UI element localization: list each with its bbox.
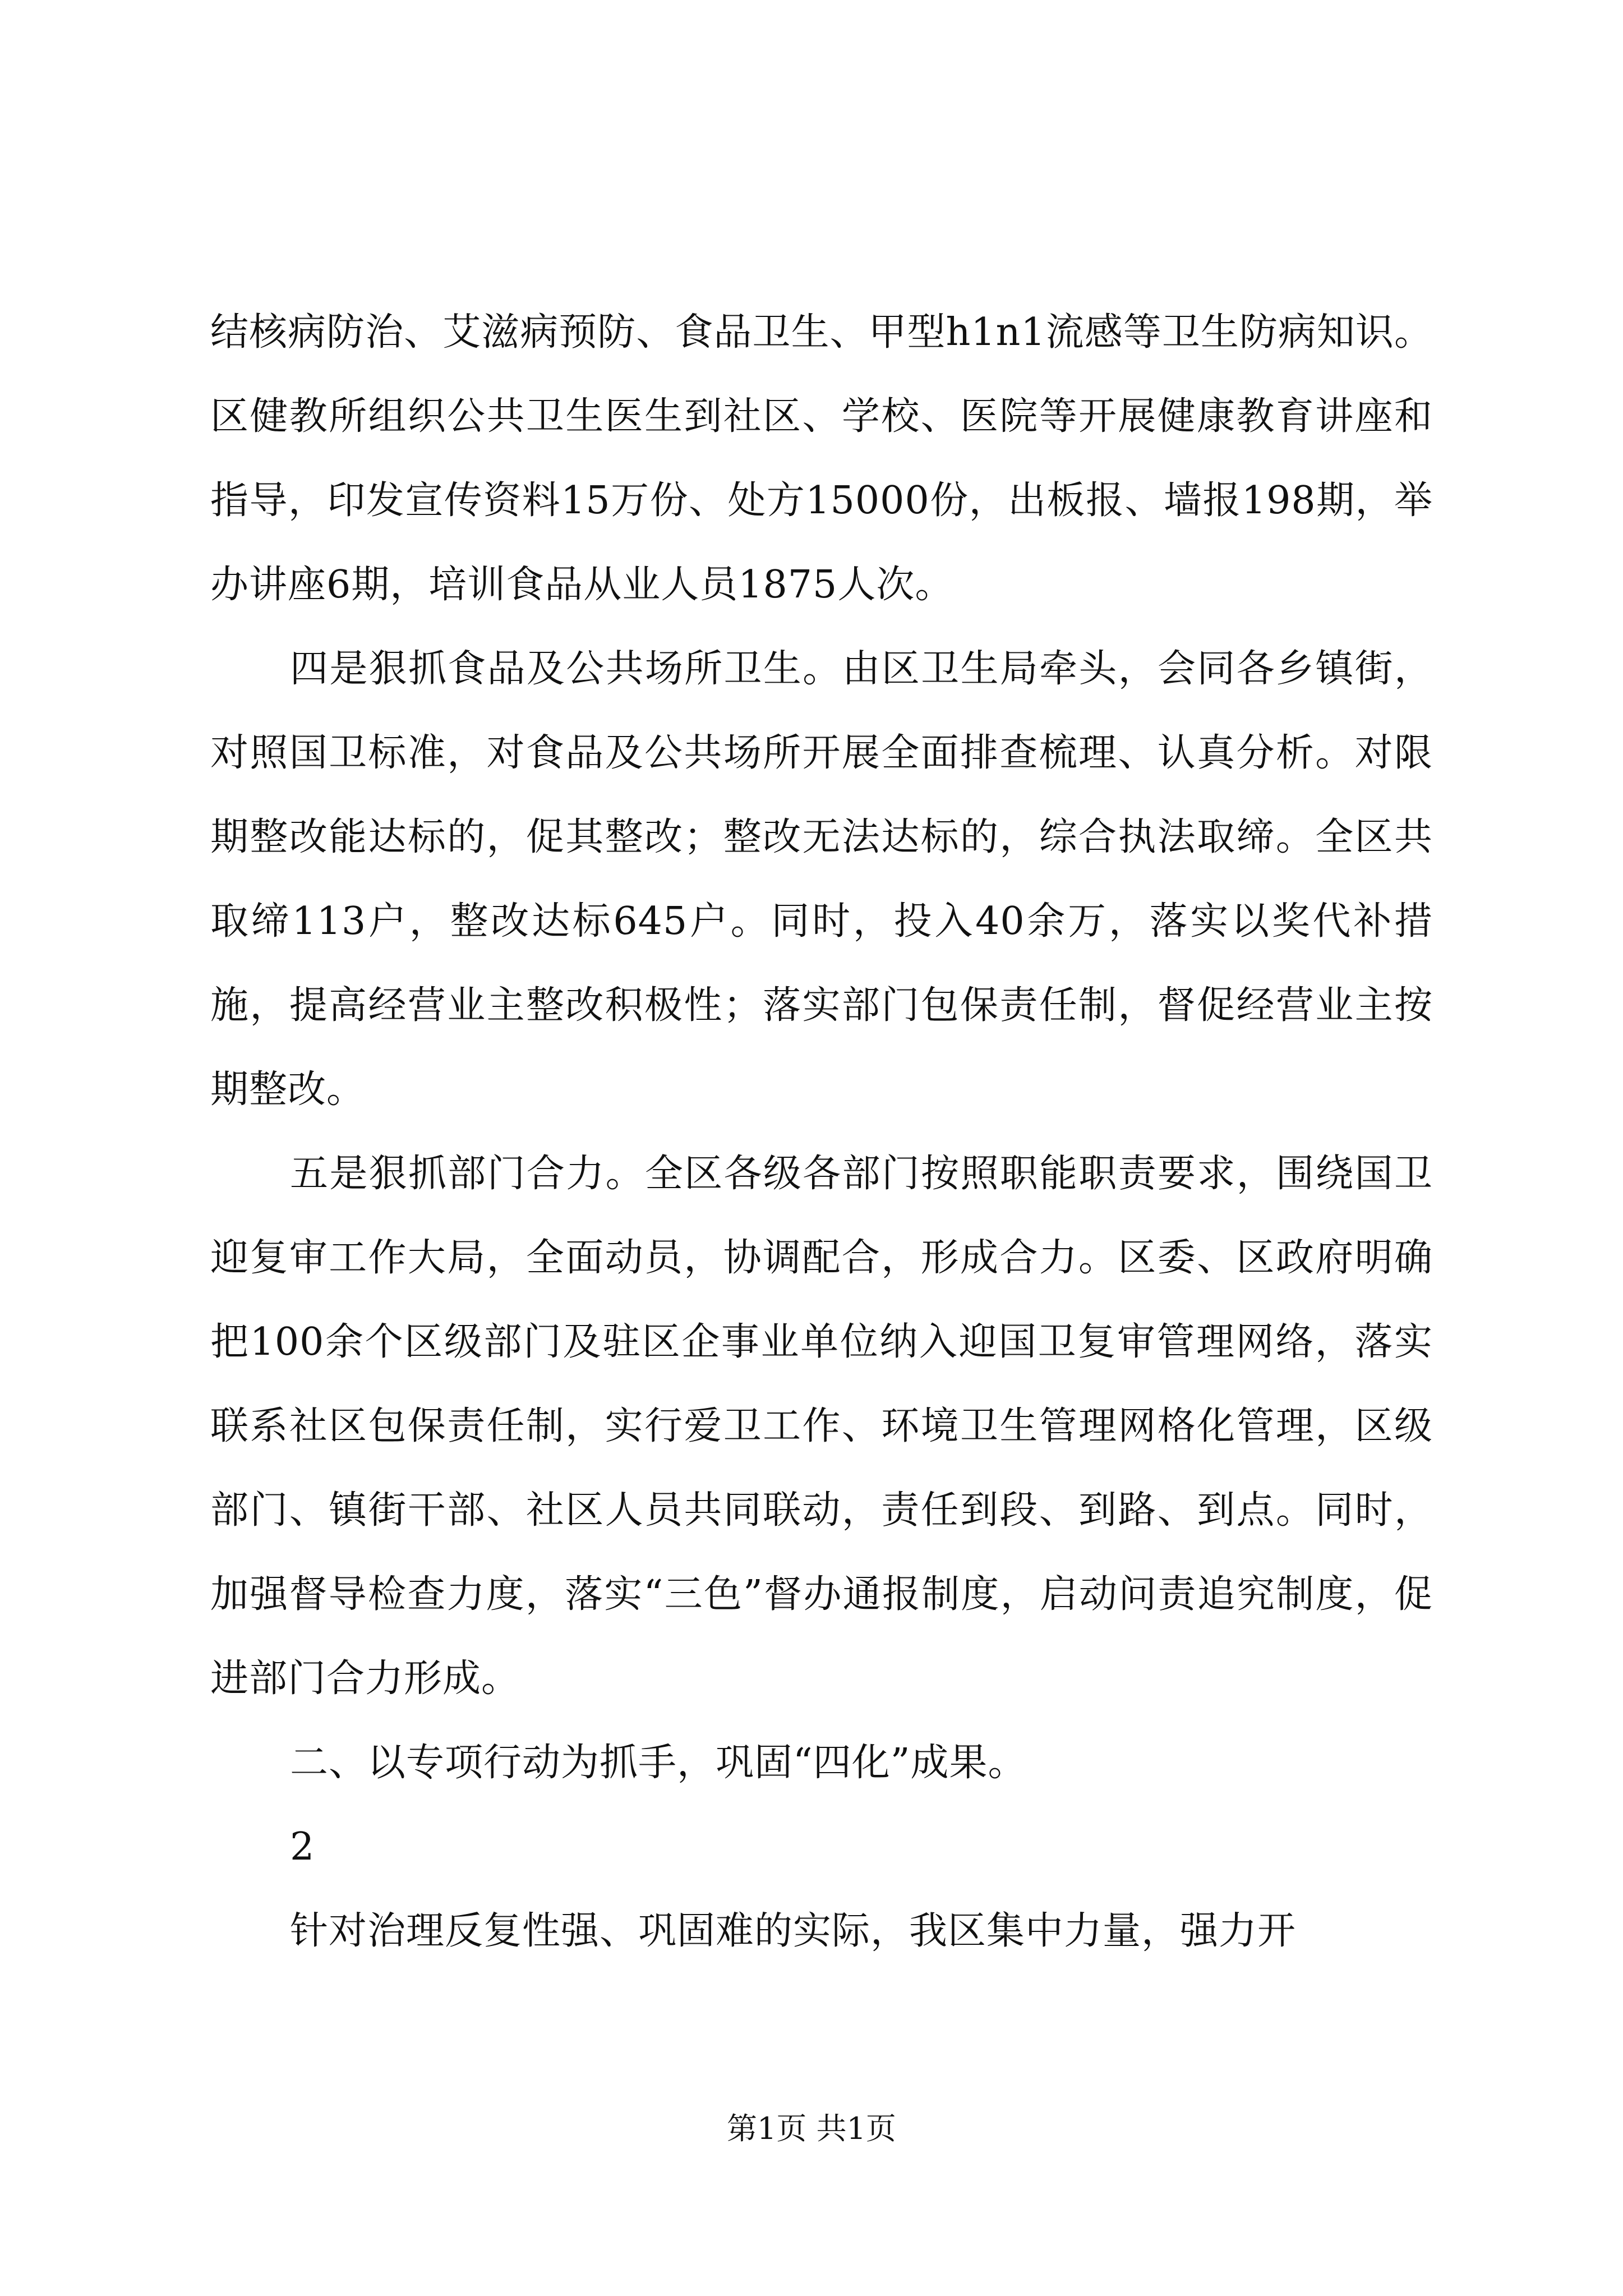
paragraph-continued-health-education: 结核病防治、艾滋病预防、食品卫生、甲型h1n1流感等卫生防病知识。区健教所组织公共卫生医生到社区、学校、医院等开展健康教育讲座和指导，印发宣传资料15万份、处方15000份，出板报、墙报198期，举办讲座6期，培训食品从业人员1875人次。 — [210, 310, 1433, 607]
document-body — [210, 291, 1433, 1973]
paragraph-special-governance: 针对治理反复性强、巩固难的实际，我区集中力量，强力开 — [290, 1909, 1297, 1953]
page-footer: 第1页 共1页 — [727, 2111, 896, 2146]
paragraph-department-cooperation: 五是狠抓部门合力。全区各级各部门按照职能职责要求，围绕国卫迎复审工作大局，全面动员，协调配合，形成合力。区委、区政府明确把100余个区级部门及驻区企事业单位纳入迎国卫复审管理网络，落实联系社区包保责任制，实行爱卫工作、环境卫生管理网格化管理，区级部门、镇街干部、社区人员共同联动，责任到段、到路、到点。同时，加强督导检查力度，落实“三色”督办通报制度，启动问责追究制度，促进部门合力形成。 — [210, 1152, 1433, 1701]
paragraph-food-public-places: 四是狠抓食品及公共场所卫生。由区卫生局牵头，会同各乡镇街，对照国卫标准，对食品及公共场所开展全面排查梳理、认真分析。对限期整改能达标的，促其整改；整改无法达标的，综合执法取缔。全区共取缔113户，整改达标645户。同时，投入40余万，落实以奖代补措施，提高经营业主整改积极性；落实部门包保责任制，督促经营业主按期整改。 — [210, 647, 1433, 1112]
inline-number: 2 — [290, 1825, 315, 1869]
section-heading-special-actions: 二、以专项行动为抓手，巩固“四化”成果。 — [290, 1741, 1027, 1785]
